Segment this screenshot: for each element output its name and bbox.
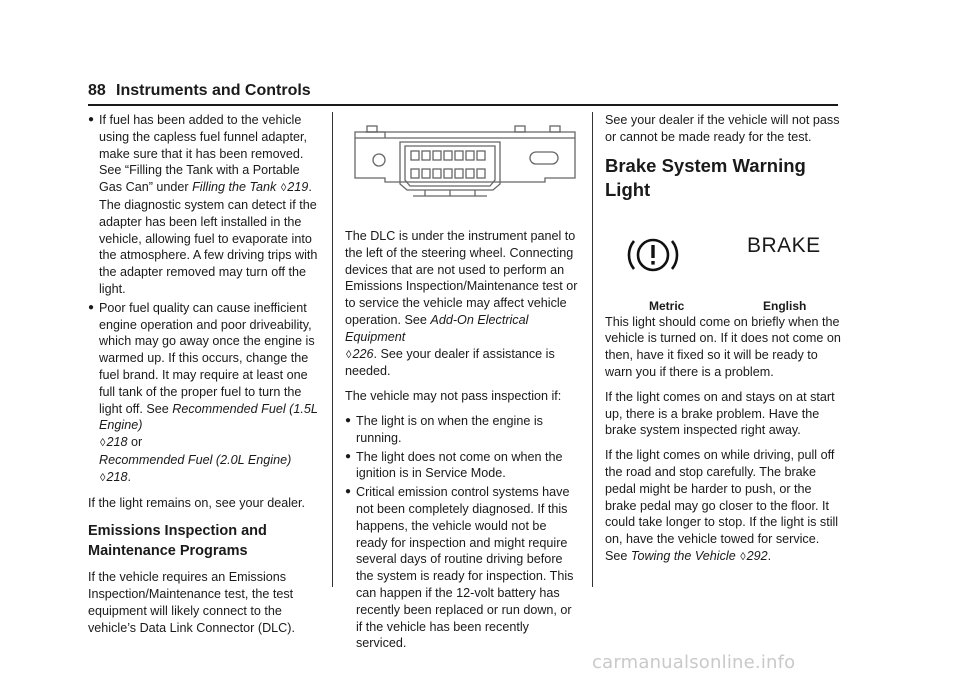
cross-reference-link[interactable]: Filling the Tank [192,180,277,195]
bullet-icon: ● [88,114,95,125]
paragraph: See your dealer if the vehicle will not pass or cannot be made ready for the test. [605,113,840,144]
brake-warning-metric-icon [623,232,683,278]
column-2 [345,112,581,660]
paragraph: The vehicle may not pass inspection if: [345,389,562,404]
list-item [345,449,581,483]
bullet-text: . [127,469,131,484]
cross-reference-link[interactable]: Towing the Vehicle [630,548,736,563]
page-reference-arrow-icon: ◊ [100,471,106,484]
fuel-bullet-list [88,112,324,487]
bullet-text: Critical emission control systems have not been completely diagnosed. If this happens, the vehicle would not be ready for inspection and might require several days of routine driving before the system is ready for inspection. This can happen if the 12-volt battery has recently been replaced or run down, or if the vehicle has been recently serviced. [356,485,574,651]
cross-reference-link[interactable]: Add-On Electrical Equipment [345,312,529,344]
paragraph: If the light remains on, see your dealer. [88,495,306,510]
page-reference[interactable]: 292 [746,548,768,563]
bullet-icon: ● [345,414,352,426]
watermark: carmanualsonline.info [592,652,796,673]
inspection-bullet-list [345,413,581,652]
paragraph [605,447,841,566]
list-item [88,300,324,487]
brake-warning-english-symbol: BRAKE [747,233,821,257]
paragraph-text: If the light comes on while driving, pull off the road and stop carefully. The brake pedal might be harder to push, or the brake pedal may go closer to the floor. It could take longer to stop. If the light is still on, have the vehicle towed for service. See [605,448,839,563]
header-rule [88,104,838,106]
page-reference[interactable]: 218 [106,469,128,484]
paragraph: This light should come on briefly when the vehicle is turned on. If it does not come on then, have it fixed so it will be ready to warn you if there is a problem. [605,314,841,379]
bullet-icon: ● [345,450,352,462]
data-link-connector-illustration [345,118,581,218]
page-number: 88 [88,82,106,99]
column-divider-1 [332,112,333,587]
paragraph [345,228,581,380]
caption-metric: Metric [649,298,685,313]
bullet-text: Poor fuel quality can cause inefficient engine operation and poor driveability, which may go away once the engine is warmed up. If this occurs, change the fuel brand. It may require at least one full tank of the proper fuel to turn the light off. See [99,300,315,416]
list-item [88,112,324,298]
bullet-icon: ● [88,301,95,313]
brake-warning-symbols [605,214,841,314]
page-reference[interactable]: 219 [287,180,309,195]
column-3 [605,112,841,574]
page-reference-arrow-icon: ◊ [346,348,352,361]
bullet-text: or [127,435,143,450]
paragraph: If the vehicle requires an Emissions Inspection/Maintenance test, the test equipment will likely connect to the vehicle’s Data Link Connector (DLC). [88,570,295,635]
column-1 [88,112,324,645]
bullet-text: The light is on when the engine is running. [356,413,543,445]
paragraph-text: . See your dealer if assistance is needed. [345,346,555,379]
bullet-text: If fuel has been added to the vehicle using the capless fuel funnel adapter, make sure that it has been removed. See “Filling the Tank with a Portable Gas Can” under [99,113,307,195]
bullet-text: The light does not come on when the ignition is in Service Mode. [356,449,563,481]
page-reference-arrow-icon: ◊ [740,550,746,563]
page-header [88,82,838,104]
page-reference[interactable]: 226 [352,346,374,361]
column-divider-2 [592,112,593,587]
paragraph-text: The DLC is under the instrument panel to the left of the steering wheel. Connecting devices that are not used to perform an Emissions Inspection/Maintenance test or to service the vehicle may affect vehicle operation. See [345,229,578,327]
cross-reference-link[interactable]: Recommended Fuel (2.0L Engine) [99,452,292,467]
bullet-icon: ● [345,486,352,498]
section-heading: Brake System Warning Light [605,154,806,200]
page-reference-arrow-icon: ◊ [280,182,287,195]
paragraph: If the light comes on and stays on at start up, there is a brake problem. Have the brake system inspected right away. [605,389,835,438]
list-item [345,413,581,447]
section-heading: Emissions Inspection and Maintenance Programs [88,523,267,560]
caption-english: English [763,298,807,313]
page-title: Instruments and Controls [116,82,311,99]
bullet-text: . The diagnostic system can detect if the adapter has been left installed in the vehicle, allowing fuel to evaporate into the atmosphere. A few driving trips with the adapter removed may turn off the light. [99,180,318,296]
list-item [345,484,581,652]
page-reference[interactable]: 218 [106,435,128,450]
cross-reference-link[interactable]: Recommended Fuel (1.5L Engine) [99,401,318,433]
paragraph-text: . [767,548,772,563]
page-reference-arrow-icon: ◊ [100,437,106,450]
